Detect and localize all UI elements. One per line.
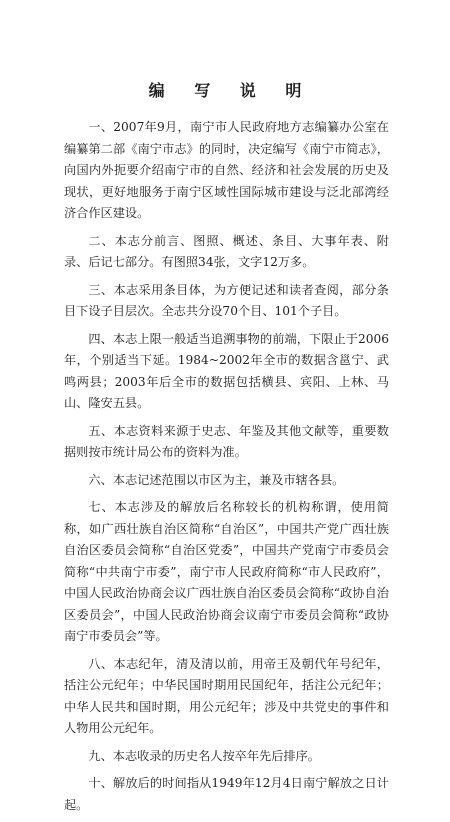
paragraph-2: 二、本志分前言、图照、概述、条目、大事年表、附录、后记七部分。有图照34张，文字12万多。 xyxy=(64,233,389,269)
paragraph-7: 七、本志涉及的解放后名称较长的机构称谓，使用简称，如广西壮族自治区简称“自治区”，中国共产党广西壮族自治区委员会简称“自治区党委”，中国共产党南宁市委员会简称“中共南宁市委”，南宁市人民政府简称“市人民政府”，中国人民政治协商会议广西壮族自治区委员会简称“政协自治区委员会”，中国人民政治协商会议南宁市委员会简称“政协南宁市委员会”等。 xyxy=(64,500,389,643)
paragraph-4: 四、本志上限一般适当追溯事物的前端，下限止于2006年，个别适当下延。1984~2002年全市的数据含邕宁、武鸣两县；2003年后全市的数据包括横县、宾阳、上林、马山、隆安五县。 xyxy=(64,331,389,410)
paragraph-5: 五、本志资料来源于史志、年鉴及其他文献等，重要数据则按市统计局公布的资料为准。 xyxy=(64,423,389,459)
page-title: 编 写 说 明 xyxy=(148,81,314,100)
paragraph-6: 六、本志记述范围以市区为主，兼及市辖各县。 xyxy=(88,472,345,487)
paragraph-3: 三、本志采用条目体，为方便记述和读者查阅，部分条目下设子目层次。全志共分设70个目、101个子目。 xyxy=(64,282,389,318)
body-text xyxy=(64,117,389,822)
paragraph-8: 八、本志纪年，清及清以前，用帝王及朝代年号纪年，括注公元纪年；中华民国时期用民国纪年，括注公元纪年；中华人民共和国时期，用公元纪年；涉及中共党史的事件和人物用公元纪年。 xyxy=(64,656,389,735)
paragraph-9: 九、本志收录的历史名人按卒年先后排序。 xyxy=(88,748,320,763)
paragraph-1: 一、2007年9月，南宁市人民政府地方志编纂办公室在编纂第二部《南宁市志》的同时，决定编写《南宁市简志》，向国内外扼要介绍南宁市的自然、经济和社会发展的历史及现状，更好地服务于南宁区域性国际城市建设与泛北部湾经济合作区建设。 xyxy=(64,120,389,220)
paragraph-10: 十、解放后的时间指从1949年12月4日南宁解放之日计起。 xyxy=(64,776,389,812)
